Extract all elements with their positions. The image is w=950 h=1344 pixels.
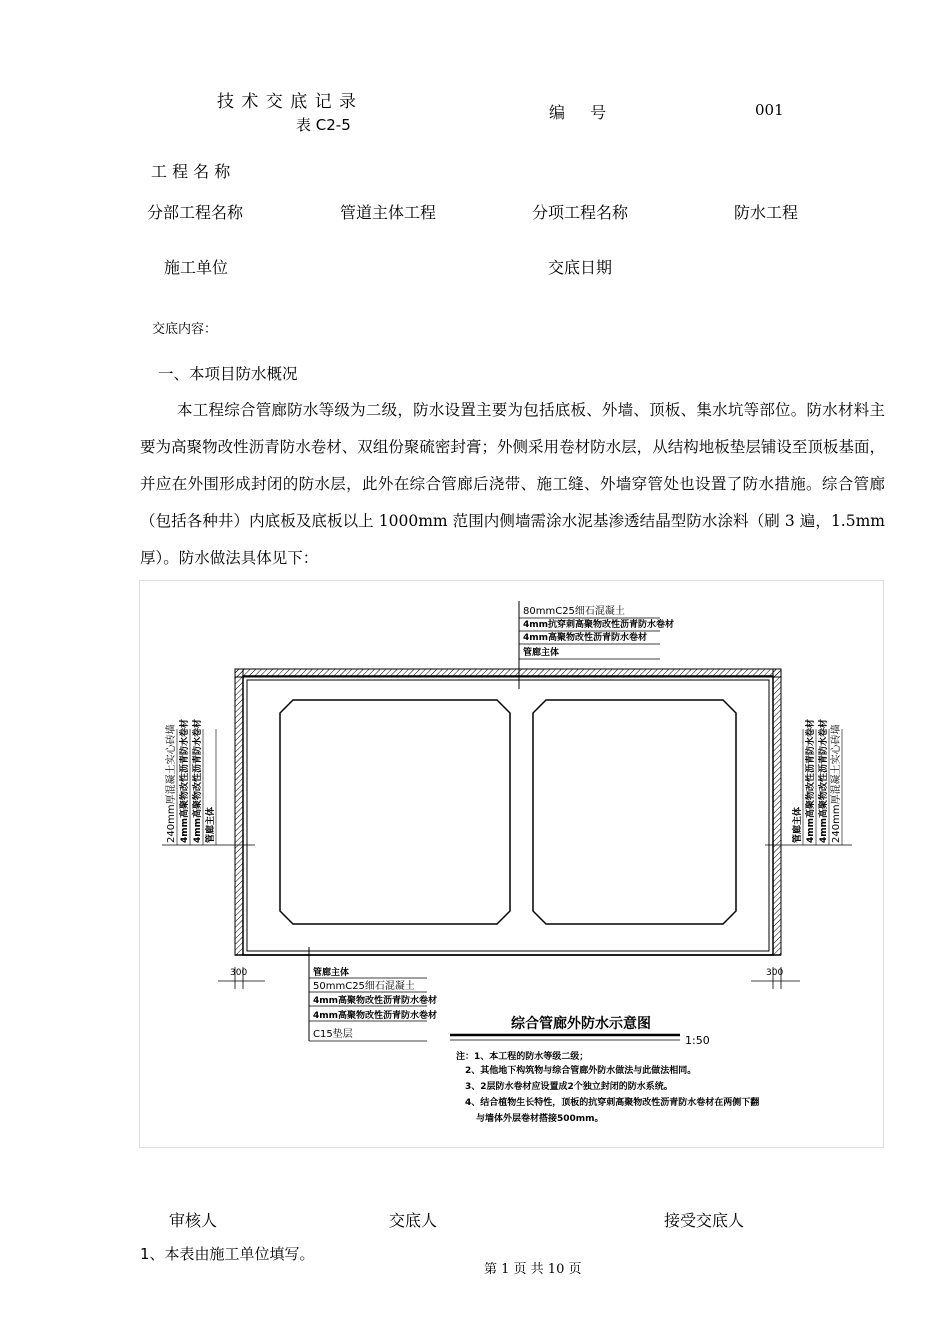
overview-paragraph: 本工程综合管廊防水等级为二级，防水设置主要为包括底板、外墙、顶板、集水坑等部位。防水材料主要为高聚物改性沥青防水卷材、双组份聚硫密封膏；外侧采用卷材防水层，从结构地板垫层铺设至顶板基面，并应在外围形成封闭的防水层，此外在综合管廊后浇带、施工缝、外墙穿管处也设置了防水措施。综合管廊（包括各种井）内底板及底板以上 1000mm 范围内侧墙需涂水泥基渗透结晶型防水涂料（刷 3 遍，1.5mm 厚）。防水做法具体见下： — [140, 401, 885, 567]
sub-project-value: 管道主体工程 — [340, 203, 437, 222]
item-project-label: 分项工程名称 — [532, 203, 629, 222]
form-code: 表 C2-5 — [296, 116, 351, 134]
bottom-layer-3: 4mm高聚物改性沥青防水卷材 — [313, 996, 438, 1006]
sub-project-label: 分部工程名称 — [147, 203, 244, 222]
item-project-value: 防水工程 — [734, 203, 799, 222]
top-layer-2: 4mm抗穿刺高聚物改性沥青防水卷材 — [523, 620, 675, 630]
discloser-label: 交底人 — [389, 1211, 438, 1230]
top-layer-4: 管廊主体 — [523, 648, 560, 658]
top-layer-3: 4mm高聚物改性沥青防水卷材 — [523, 633, 648, 643]
left-layer-1: 240mm厚混凝土实心砖墙 — [166, 724, 177, 843]
bottom-layer-5: C15垫层 — [313, 1029, 353, 1040]
section-title: 一、本项目防水概况 — [158, 365, 298, 383]
note-1: 注：1、本工程的防水等级二级； — [456, 1052, 589, 1062]
dim-left-value: 300 — [230, 968, 248, 978]
note-2: 2、其他地下构筑物与综合管廊外防水做法与此做法相同。 — [465, 1066, 697, 1076]
receiver-label: 接受交底人 — [664, 1211, 745, 1230]
dimension-right — [751, 967, 800, 989]
content-label: 交底内容： — [152, 322, 218, 337]
right-layer-2: 4mm高聚物改性沥青防水卷材 — [806, 718, 816, 843]
left-layer-2: 4mm高聚物改性沥青防水卷材 — [180, 718, 190, 843]
bottom-layer-callout — [309, 947, 437, 1041]
dim-right-value: 300 — [766, 968, 784, 978]
right-cell — [533, 700, 736, 924]
left-layer-3: 4mm高聚物改性沥青防水卷材 — [193, 718, 203, 843]
left-cell — [280, 700, 510, 924]
bottom-layer-2: 50mmC25细石混凝土 — [313, 981, 415, 992]
number-value: 001 — [755, 101, 784, 119]
page-number: 第 1 页 共 10 页 — [484, 1262, 582, 1277]
right-layer-4: 240mm厚混凝土实心砖墙 — [831, 724, 842, 843]
document-title: 技 术 交 底 记 录 — [217, 92, 358, 112]
contractor-label: 施工单位 — [164, 258, 229, 277]
drawing-title: 综合管廊外防水示意图 — [511, 1016, 651, 1032]
drawing-scale: 1:50 — [685, 1034, 710, 1047]
bottom-layer-4: 4mm高聚物改性沥青防水卷材 — [313, 1011, 438, 1021]
date-label: 交底日期 — [548, 258, 613, 277]
reviewer-label: 审核人 — [169, 1211, 218, 1230]
dimension-left — [218, 967, 265, 989]
project-name-label: 工 程 名 称 — [151, 162, 231, 181]
footer-note: 1、本表由施工单位填写。 — [140, 1245, 315, 1263]
note-5: 与墙体外层卷材搭接500mm。 — [476, 1114, 604, 1124]
note-3: 3、2层防水卷材应设置成2个独立封闭的防水系统。 — [465, 1082, 673, 1092]
note-4: 4、结合植物生长特性，顶板的抗穿刺高聚物改性沥青防水卷材在两侧下翻 — [465, 1098, 760, 1108]
top-layer-1: 80mmC25细石混凝土 — [523, 606, 625, 617]
right-layer-1: 管廊主体 — [793, 806, 803, 843]
drawing-notes — [456, 1050, 759, 1124]
left-layer-4: 管廊主体 — [206, 806, 216, 843]
number-label: 编 号 — [549, 103, 607, 122]
bottom-layer-1: 管廊主体 — [313, 968, 350, 978]
waterproofing-drawing — [139, 580, 884, 1148]
right-layer-3: 4mm高聚物改性沥青防水卷材 — [819, 718, 829, 843]
gallery-section — [235, 669, 781, 955]
